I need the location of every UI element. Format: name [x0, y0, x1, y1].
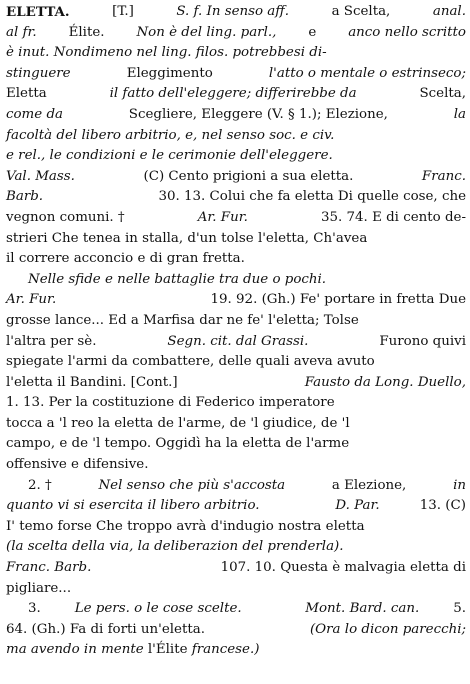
text-segment: 30. 13. Colui che fa eletta Di quelle cose, che: [154, 189, 466, 205]
text-segment: tocca a 'l reo la eletta de l'arme, de 'l giudice, de 'l: [6, 415, 350, 431]
text-segment: al fr.: [6, 24, 37, 40]
text-segment: facoltà del libero arbitrio, e, nel senso soc. e civ.: [6, 127, 335, 143]
dictionary-entry: [6, 2, 466, 682]
text-line: [6, 352, 466, 373]
headword: ELETTA.: [6, 4, 70, 20]
text-segment: Franc. Barb.: [6, 560, 92, 576]
text-segment: il correre acconcio e di gran fretta.: [6, 251, 245, 267]
text-segment: Val. Mass.: [6, 168, 75, 184]
text-line: [6, 579, 466, 600]
text-segment: e rel., le condizioni e le cerimonie dell'eleggere.: [6, 148, 333, 164]
text-line: [6, 23, 466, 44]
text-segment: Non è del ling. parl.,: [136, 24, 277, 40]
text-line: [6, 43, 466, 64]
text-segment: 19. 92. (Gh.) Fe' portare in fretta Due: [206, 292, 466, 308]
text-segment: Nelle sfide e nelle battaglie tra due o pochi.: [28, 271, 327, 287]
text-segment: 35. 74. E di cento de-: [316, 209, 466, 225]
text-segment: [295, 496, 299, 517]
text-segment: strieri Che tenea in stalla, d'un tolse l'eletta, Ch'avea: [6, 230, 368, 246]
text-line: [6, 640, 466, 661]
text-line: [6, 64, 466, 85]
text-line: [6, 393, 466, 414]
text-segment: (Ora lo dicon parecchi;: [309, 621, 466, 637]
text-segment: pigliare...: [6, 580, 72, 596]
text-segment: Scegliere, Eleggere (V. § 1.); Elezione,: [124, 106, 393, 122]
text-line: [6, 290, 466, 311]
text-segment: 13. (C): [415, 498, 466, 514]
text-segment: Le pers. o le cose scelte.: [74, 601, 242, 617]
text-segment: 107. 10. Questa è malvagia eletta di: [216, 560, 466, 576]
text-segment: spiegate l'armi da combattere, delle quali aveva avuto: [6, 354, 375, 370]
text-line: [6, 249, 466, 270]
text-segment: Mont. Bard. can.: [305, 601, 420, 617]
text-segment: l'altra per sè.: [6, 333, 101, 349]
text-segment: 64. (Gh.) Fa di forti un'eletta.: [6, 621, 210, 637]
text-line: [6, 187, 466, 208]
text-segment: Nel senso che più s'accosta: [98, 477, 286, 493]
text-segment: è inut. Nondimeno nel ling. filos. potrebbesi di-: [6, 45, 327, 61]
text-segment: [271, 599, 275, 620]
text-line: [6, 496, 466, 517]
text-segment: Scelta,: [415, 86, 466, 102]
text-segment: Fausto da Long. Duello,: [304, 374, 466, 390]
text-segment: Segn. cit. dal Grassi.: [167, 333, 309, 349]
text-segment: S. f. In senso aff.: [176, 4, 290, 19]
text-line: [6, 208, 466, 229]
text-line: [6, 558, 466, 579]
text-segment: 1. 13. Per la costituzione di Federico imperatore: [6, 395, 335, 411]
text-segment: l'Élite: [143, 642, 192, 658]
text-segment: l'atto o mentale o estrinseco;: [268, 65, 466, 81]
text-segment: Eleggimento: [122, 65, 218, 81]
text-segment: l'eletta il Bandini. [Cont.]: [6, 374, 182, 390]
text-segment: in: [453, 477, 466, 493]
text-line: [6, 332, 466, 353]
text-line: [6, 476, 466, 497]
text-segment: campo, e de 'l tempo. Oggidì ha la eletta de l'arme: [6, 436, 350, 452]
text-segment: [T.]: [107, 4, 139, 19]
text-segment: la: [453, 106, 466, 122]
text-segment: Ar. Fur.: [197, 209, 248, 225]
text-segment: (la scelta della via, la deliberazion del prenderla).: [6, 539, 344, 555]
text-segment: a Scelta,: [327, 4, 395, 19]
text-segment: Ar. Fur.: [6, 292, 57, 308]
text-segment: il fatto dell'eleggere; differirebbe da: [109, 86, 357, 102]
text-segment: stinguere: [6, 65, 71, 81]
text-line: [6, 229, 466, 250]
text-line: [6, 270, 466, 291]
text-segment: offensive e difensive.: [6, 457, 149, 473]
text-line: [6, 146, 466, 167]
text-line: [6, 126, 466, 147]
text-segment: 5.: [448, 601, 466, 617]
text-segment: francese.): [191, 642, 260, 658]
text-segment: Furono quivi: [375, 333, 466, 349]
text-segment: a Elezione,: [327, 477, 411, 493]
text-segment: I' temo forse Che troppo avrà d'indugio nostra eletta: [6, 518, 365, 534]
text-line: [6, 517, 466, 538]
text-line: [6, 373, 466, 394]
text-line: [6, 599, 466, 620]
text-segment: anco nello scritto: [348, 24, 466, 40]
text-segment: e: [304, 24, 321, 40]
text-segment: come da: [6, 106, 63, 122]
text-segment: Franc.: [421, 168, 466, 184]
text-line: [6, 2, 466, 23]
text-line: [6, 84, 466, 105]
text-segment: Barb.: [6, 189, 44, 205]
text-segment: (C) Cento prigioni a sua eletta.: [139, 168, 358, 184]
text-segment: vegnon comuni. †: [6, 209, 129, 225]
text-line: [6, 620, 466, 641]
text-segment: quanto vi si esercita il libero arbitrio.: [6, 498, 260, 514]
text-segment: ma avendo in mente: [6, 642, 144, 658]
text-segment: Eletta: [6, 86, 51, 102]
text-line: [6, 455, 466, 476]
text-segment: D. Par.: [335, 498, 380, 514]
text-segment: 2. †: [28, 477, 56, 493]
text-segment: 3.: [28, 601, 46, 617]
text-segment: Élite.: [64, 24, 109, 40]
text-line: [6, 414, 466, 435]
text-segment: anal.: [432, 4, 466, 19]
text-segment: grosse lance... Ed a Marfisa dar ne fe' l'eletta; Tolse: [6, 312, 359, 328]
text-line: [6, 167, 466, 188]
text-line: [6, 537, 466, 558]
text-line: [6, 105, 466, 126]
text-line: [6, 311, 466, 332]
text-line: [6, 434, 466, 455]
